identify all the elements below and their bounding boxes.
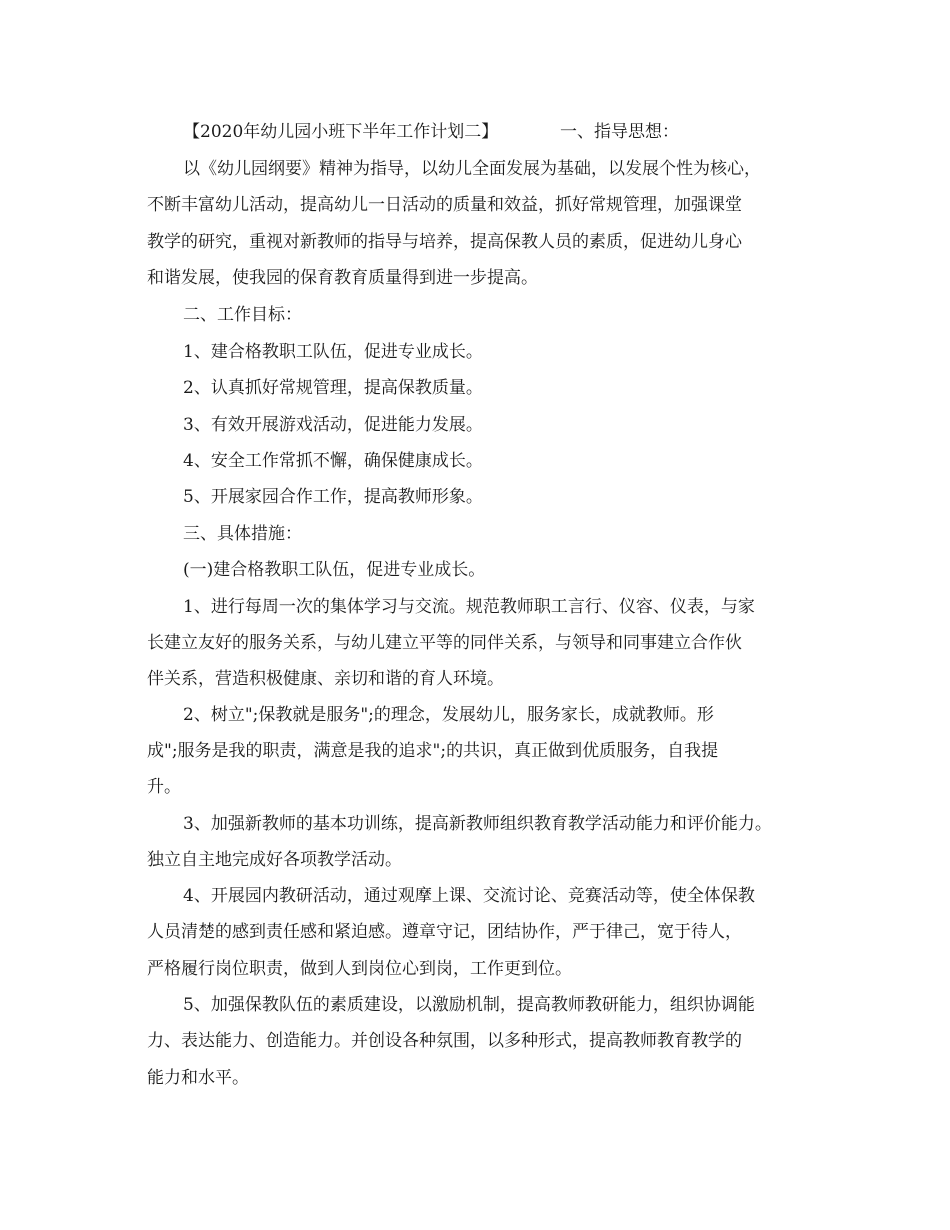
goal-item: 4、安全工作常抓不懈，确保健康成长。: [183, 451, 483, 471]
section-heading-guiding-ideology: 一、指导思想：: [560, 122, 679, 142]
measure-1-line-2: 长建立友好的服务关系，与幼儿建立平等的同伴关系，与领导和同事建立合作伙: [147, 633, 742, 653]
measure-4-line-2: 人员清楚的感到责任感和紧迫感。遵章守记，团结协作，严于律己，宽于待人，: [147, 922, 742, 942]
measure-2-line-2: 成";服务是我的职责，满意是我的追求";的共识，真正做到优质服务，自我提: [147, 741, 719, 761]
subsection-heading-staff: (一)建合格教职工队伍，促进专业成长。: [183, 560, 486, 580]
section-heading-work-goals: 二、工作目标：: [183, 305, 302, 325]
goal-item: 2、认真抓好常规管理，提高保教质量。: [183, 378, 483, 398]
goal-item: 3、有效开展游戏活动，促进能力发展。: [183, 415, 483, 435]
goal-item: 5、开展家园合作工作，提高教师形象。: [183, 487, 483, 507]
goal-item: 1、建合格教职工队伍，促进专业成长。: [183, 342, 483, 362]
intro-line-3: 教学的研究，重视对新教师的指导与培养，提高保教人员的素质，促进幼儿身心: [147, 232, 742, 252]
measure-4-line-3: 严格履行岗位职责，做到人到岗位心到岗，工作更到位。: [147, 959, 572, 979]
measure-3-line-2: 独立自主地完成好各项教学活动。: [147, 850, 402, 870]
document-heading: 【2020年幼儿园小班下半年工作计划二】: [183, 122, 499, 142]
measure-5-line-3: 能力和水平。: [147, 1068, 249, 1088]
intro-line-4: 和谐发展，使我园的保育教育质量得到进一步提高。: [147, 268, 538, 288]
intro-line-2: 不断丰富幼儿活动，提高幼儿一日活动的质量和效益，抓好常规管理，加强课堂: [147, 195, 742, 215]
measure-5-line-1: 5、加强保教队伍的素质建设，以激励机制，提高教师教研能力，组织协调能: [183, 995, 755, 1015]
measure-2-line-1: 2、树立";保教就是服务";的理念，发展幼儿，服务家长，成就教师。形: [183, 705, 714, 725]
measure-3-line-1: 3、加强新教师的基本功训练，提高新教师组织教育教学活动能力和评价能力。: [183, 814, 772, 834]
measure-2-line-3: 升。: [147, 777, 181, 797]
measure-4-line-1: 4、开展园内教研活动，通过观摩上课、交流讨论、竞赛活动等，使全体保教: [183, 886, 755, 906]
measure-1-line-3: 伴关系，营造积极健康、亲切和谐的育人环境。: [147, 669, 504, 689]
measure-1-line-1: 1、进行每周一次的集体学习与交流。规范教师职工言行、仪容、仪表，与家: [183, 597, 755, 617]
measure-5-line-2: 力、表达能力、创造能力。并创设各种氛围，以多种形式，提高教师教育教学的: [147, 1031, 742, 1051]
intro-line-1: 以《幼儿园纲要》精神为指导，以幼儿全面发展为基础，以发展个性为核心，: [183, 159, 761, 179]
section-heading-measures: 三、具体措施：: [183, 524, 302, 544]
